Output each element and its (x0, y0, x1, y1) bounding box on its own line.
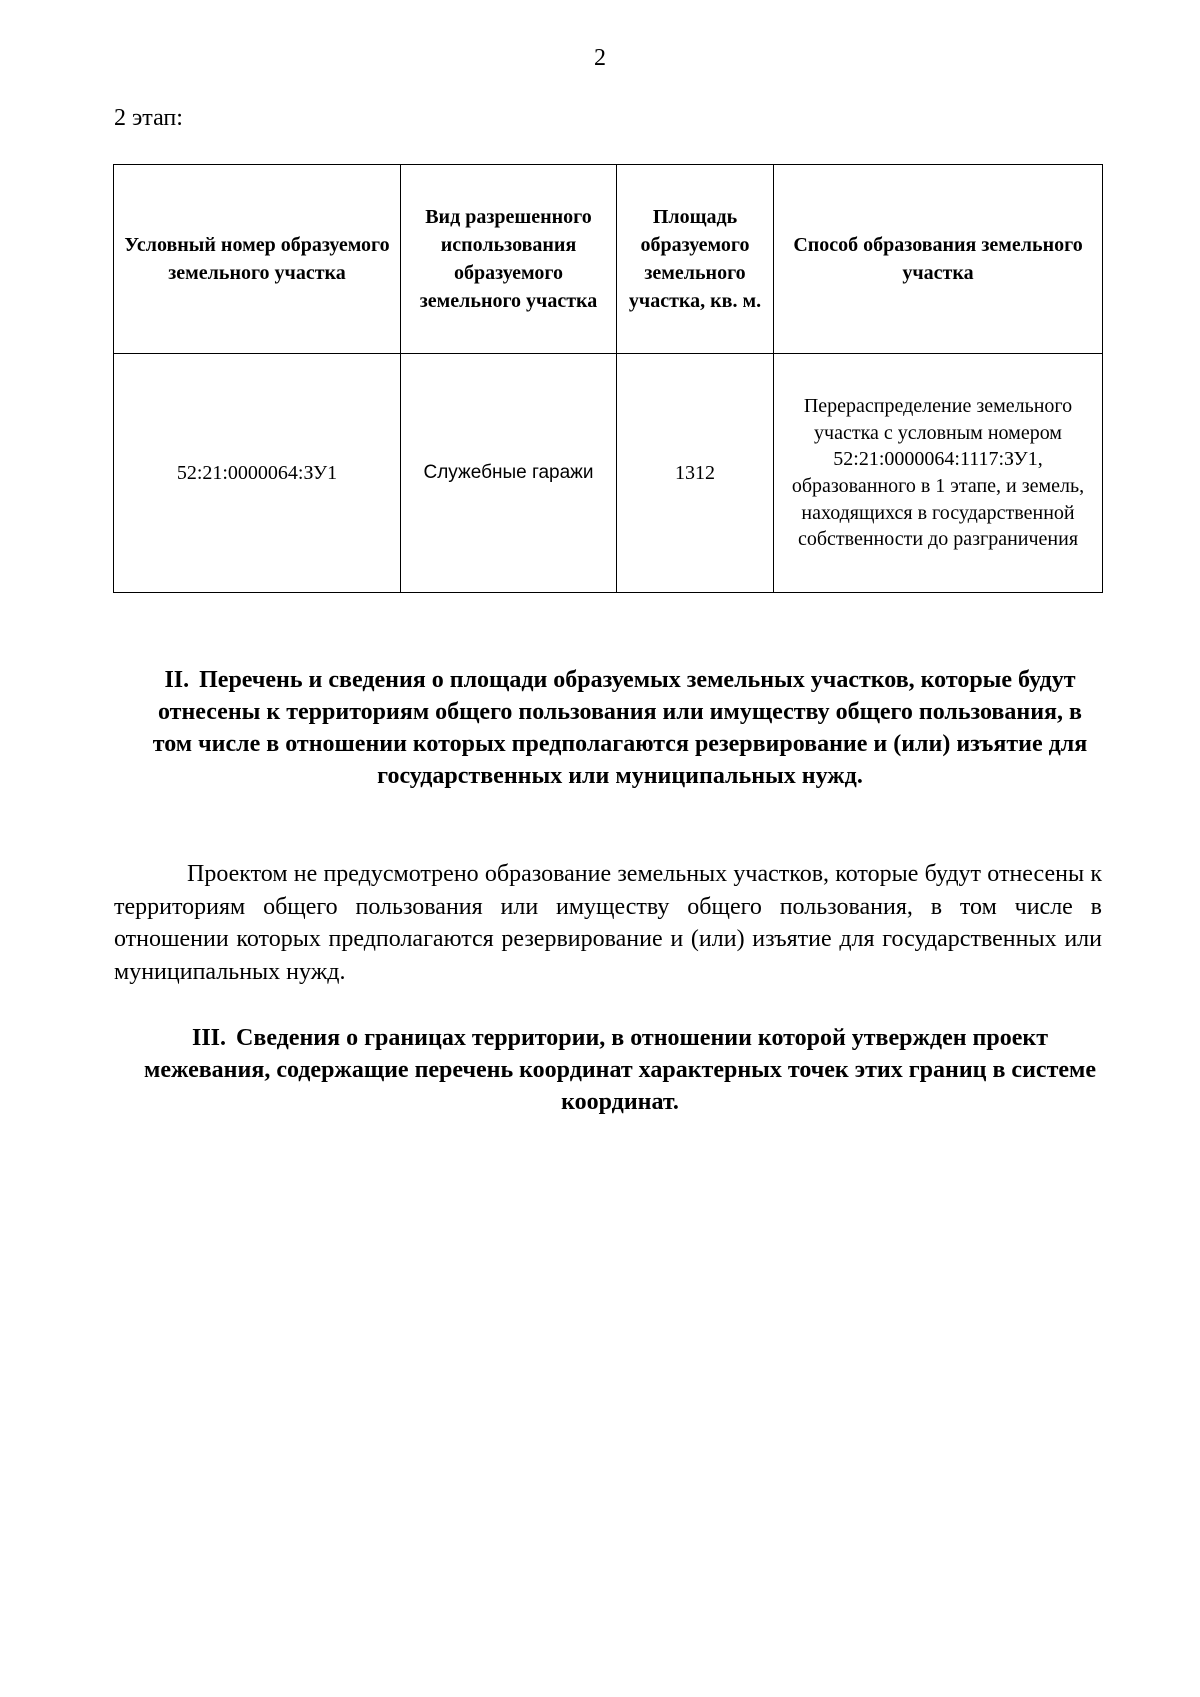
plots-table (113, 164, 1103, 593)
header-plot-number: Условный номер образуемого земельного участка (114, 165, 401, 354)
cell-permitted-use: Служебные гаражи (401, 354, 617, 593)
section-2-number: II. (164, 667, 190, 693)
page-number: 2 (594, 45, 606, 71)
cell-formation-method: Перераспределение земельного участка с условным номером 52:21:0000064:1117:ЗУ1, образованного в 1 этапе, и земель, находящихся в государственной собственности до разграничения (774, 354, 1103, 593)
stage-label: 2 этап: (114, 105, 183, 131)
section-3-title: Сведения о границах территории, в отношении которой утвержден проект межевания, содержащие перечень координат характерных точек этих границ в системе координат. (143, 1025, 1097, 1115)
section-2-title: Перечень и сведения о площади образуемых земельных участков, которые будут отнесены к территориям общего пользования или имуществу общего пользования, в том числе в отношении которых предполагаются резервирование и (или) изъятие для государственных или муниципальных нужд. (152, 667, 1088, 789)
table-header-row (114, 165, 1103, 354)
cell-plot-number: 52:21:0000064:ЗУ1 (114, 354, 401, 593)
section-3-number: III. (192, 1025, 227, 1051)
cell-area: 1312 (617, 354, 774, 593)
header-formation-method: Способ образования земельного участка (774, 165, 1103, 354)
header-permitted-use: Вид разрешенного использования образуемого земельного участка (401, 165, 617, 354)
section-3-heading (140, 1022, 1100, 1118)
header-area: Площадь образуемого земельного участка, кв. м. (617, 165, 774, 354)
section-2-heading (140, 664, 1100, 792)
table-row (114, 354, 1103, 593)
section-2-paragraph: Проектом не предусмотрено образование земельных участков, которые будут отнесены к территориям общего пользования или имуществу общего пользования, в том числе в отношении которых предполагаются резервирование и (или) изъятие для государственных или муниципальных нужд. (114, 861, 1102, 985)
